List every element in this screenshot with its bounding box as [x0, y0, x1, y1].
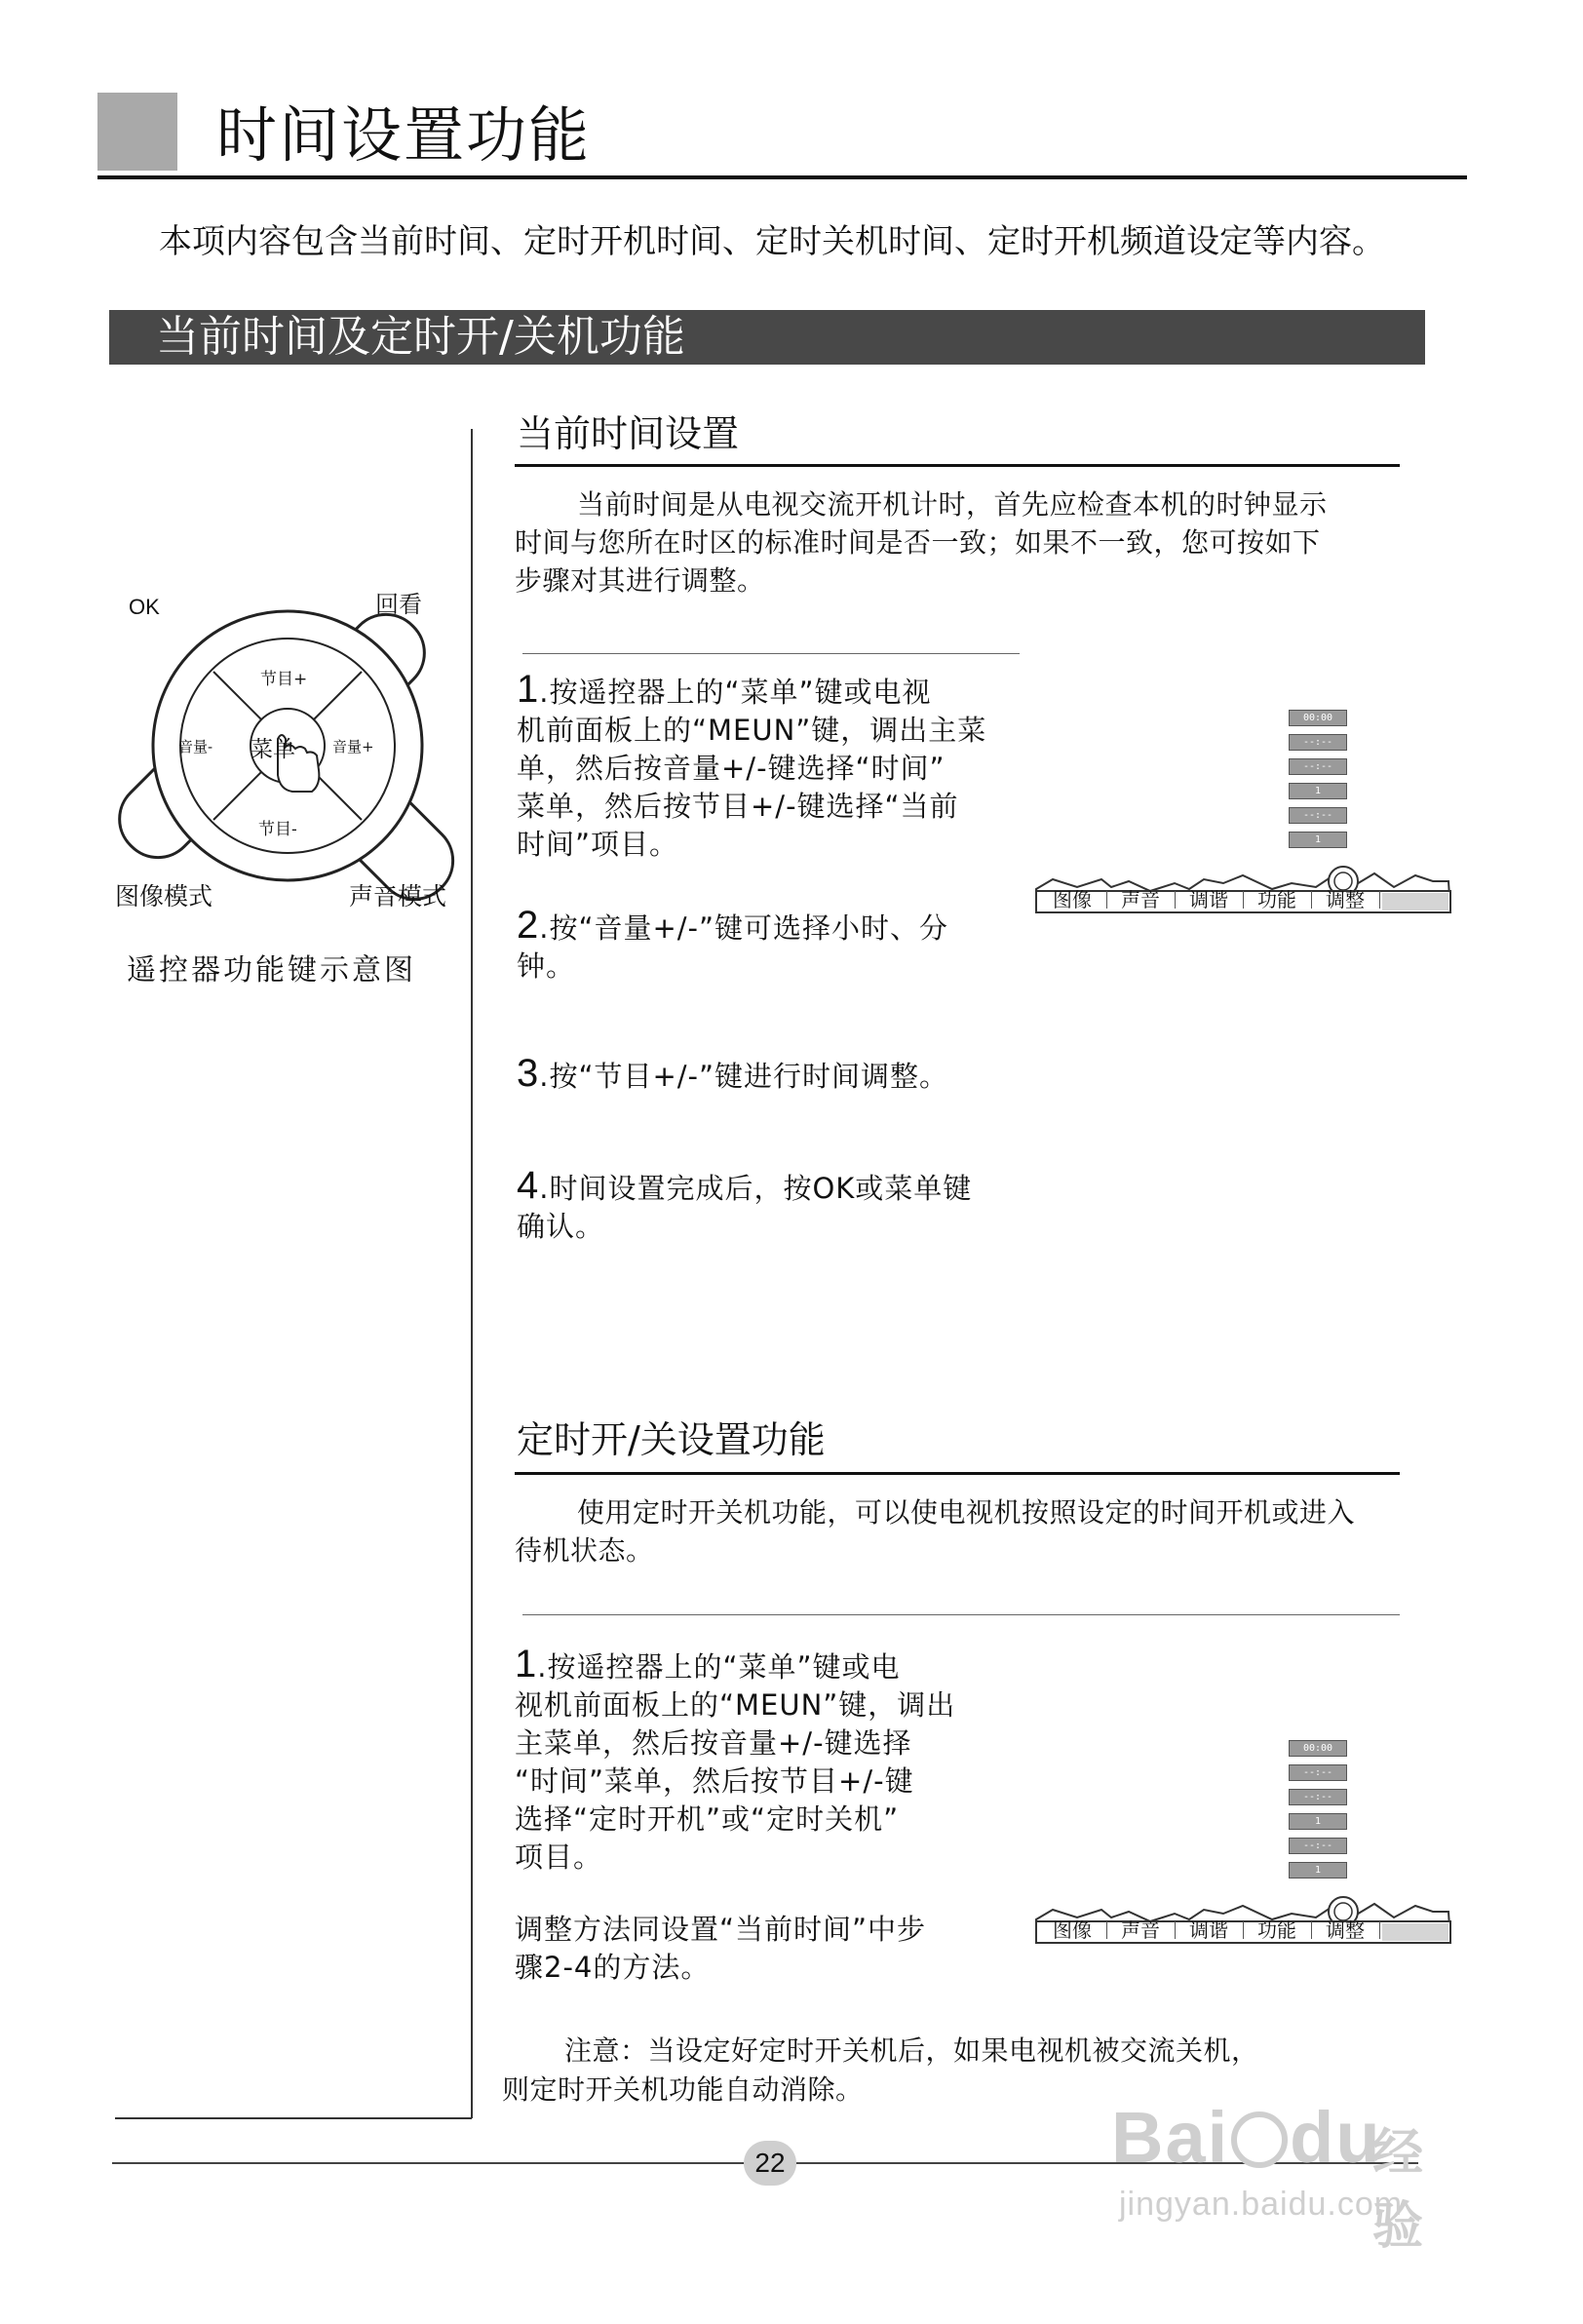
timer-adjust-note — [515, 1911, 1022, 1987]
note-line: 则定时开关机功能自动消除。 — [502, 2073, 864, 2106]
menu-tab-tuning: 调谐 — [1175, 891, 1244, 909]
step-line: .时间设置完成后，按OK或菜单键 — [539, 1172, 973, 1205]
timer-heading: 定时开/关设置功能 — [517, 1418, 826, 1461]
section-title: 当前时间及定时开/关机功能 — [156, 312, 685, 362]
step-line: .按“音量+/-”键可选择小时、分 — [539, 911, 949, 945]
desc-line: 使用定时开关机功能，可以使电视机按照设定的时间开机或进入 — [577, 1496, 1356, 1529]
step-line: 菜单，然后按节目+/-键选择“当前 — [517, 790, 959, 823]
step-line: 时间”项目。 — [517, 828, 679, 861]
step-line: 主菜单，然后按音量+/-键选择 — [515, 1726, 912, 1760]
prog-up-label: 节目+ — [260, 670, 308, 689]
menu-value: --:-- — [1289, 807, 1347, 824]
menu-tab-adjust: 调整 — [1311, 891, 1380, 909]
current-time-heading: 当前时间设置 — [517, 412, 740, 455]
page-title: 时间设置功能 — [216, 99, 592, 171]
menu-value: 1 — [1289, 832, 1347, 848]
picture-mode-label: 图像模式 — [115, 882, 213, 910]
prog-down-label: 节目- — [258, 820, 297, 839]
baidu-watermark — [1111, 2096, 1472, 2255]
remote-diagram — [112, 575, 463, 916]
paw-icon — [1231, 2111, 1288, 2168]
menu-value: --:-- — [1289, 1838, 1347, 1854]
remote-caption: 遥控器功能键示意图 — [127, 953, 416, 988]
step-line: 项目。 — [515, 1840, 603, 1874]
menu-value: 1 — [1289, 783, 1347, 799]
menu-tab-picture: 图像 — [1038, 891, 1107, 909]
menu-value: --:-- — [1289, 734, 1347, 751]
step-1 — [517, 668, 1023, 864]
menu-screen-illustration — [1033, 702, 1452, 946]
desc-line: 时间与您所在时区的标准时间是否一致；如果不一致，您可按如下 — [515, 526, 1321, 559]
menu-tab-sound: 声音 — [1106, 1921, 1176, 1939]
timer-description — [515, 1493, 1431, 1569]
menu-value: --:-- — [1289, 1764, 1347, 1781]
menu-value: 00:00 — [1289, 1740, 1347, 1757]
watermark-brand-part: du — [1290, 2097, 1382, 2178]
step-line: .按遥控器上的“菜单”键或电 — [537, 1650, 901, 1684]
step-number: 3 — [517, 1052, 540, 1095]
vol-up-label: 音量+ — [332, 738, 374, 755]
step-line: “时间”菜单，然后按节目+/-键 — [515, 1764, 914, 1798]
menu-value: --:-- — [1289, 1789, 1347, 1805]
menu-tab-function: 功能 — [1243, 1921, 1312, 1939]
menu-tab-picture: 图像 — [1038, 1921, 1107, 1939]
desc-line: 步骤对其进行调整。 — [515, 564, 765, 597]
timer-rule — [515, 1472, 1400, 1475]
page-number: 22 — [744, 2141, 796, 2186]
menu-value: 00:00 — [1289, 710, 1347, 726]
step-line: .按遥控器上的“菜单”键或电视 — [539, 676, 932, 709]
timer-steps-divider — [522, 1614, 1400, 1615]
step-line: 确认。 — [517, 1210, 605, 1243]
desc-line: 当前时间是从电视交流开机计时，首先应检查本机的时钟显示 — [577, 488, 1328, 521]
column-divider — [471, 429, 473, 2118]
menu-key-label: 菜单 — [251, 737, 295, 762]
watermark-brand-part: Bai — [1111, 2097, 1230, 2178]
sound-mode-label: 声音模式 — [349, 882, 447, 910]
step-line: 骤2-4的方法。 — [515, 1951, 711, 1984]
steps-divider — [522, 653, 1020, 654]
step-line: 单，然后按音量+/-键选择“时间” — [517, 752, 946, 785]
step-3 — [517, 1052, 1023, 1096]
menu-value: 1 — [1289, 1862, 1347, 1879]
step-number: 1 — [517, 668, 540, 711]
watermark-brand — [1111, 2096, 1382, 2179]
step-2 — [517, 904, 1023, 986]
vol-down-label: 音量- — [178, 738, 213, 755]
ok-label: OK — [129, 595, 160, 619]
desc-line: 待机状态。 — [515, 1534, 654, 1567]
watermark-cn: 经验 — [1372, 2125, 1424, 2255]
step-4 — [517, 1164, 1023, 1246]
menu-value: 1 — [1289, 1813, 1347, 1830]
step-line: 机前面板上的“MEUN”键，调出主菜 — [517, 714, 987, 747]
menu-screen-illustration-timer — [1033, 1732, 1452, 1976]
note-line: 注意：当设定好定时开关机后，如果电视机被交流关机， — [564, 2034, 1259, 2067]
menu-tab-sound: 声音 — [1106, 891, 1176, 909]
step-number: 2 — [517, 904, 540, 947]
current-time-description — [515, 485, 1421, 600]
step-line: 选择“定时开机”或“定时关机” — [515, 1802, 900, 1836]
title-underline — [97, 175, 1467, 179]
step-number: 1 — [515, 1643, 538, 1685]
menu-tab-function: 功能 — [1243, 891, 1312, 909]
step-line: 钟。 — [517, 949, 576, 983]
step-number: 4 — [517, 1164, 540, 1207]
menu-value: --:-- — [1289, 758, 1347, 775]
intro-text: 本项内容包含当前时间、定时开机时间、定时关机时间、定时开机频道设定等内容。 — [159, 222, 1385, 261]
watermark-url: jingyan.baidu.com — [1119, 2186, 1404, 2223]
menu-tab-tuning: 调谐 — [1175, 1921, 1244, 1939]
left-column-bottom-rule — [115, 2117, 472, 2119]
back-label: 回看 — [375, 591, 422, 618]
timer-step-1 — [515, 1643, 1022, 1877]
step-line: .按“节目+/-”键进行时间调整。 — [539, 1060, 949, 1093]
step-line: 视机前面板上的“MEUN”键，调出 — [515, 1688, 956, 1722]
step-line: 调整方法同设置“当前时间”中步 — [515, 1913, 927, 1946]
current-time-rule — [515, 464, 1400, 467]
title-marker-block — [97, 93, 177, 171]
menu-tab-adjust: 调整 — [1311, 1921, 1380, 1939]
